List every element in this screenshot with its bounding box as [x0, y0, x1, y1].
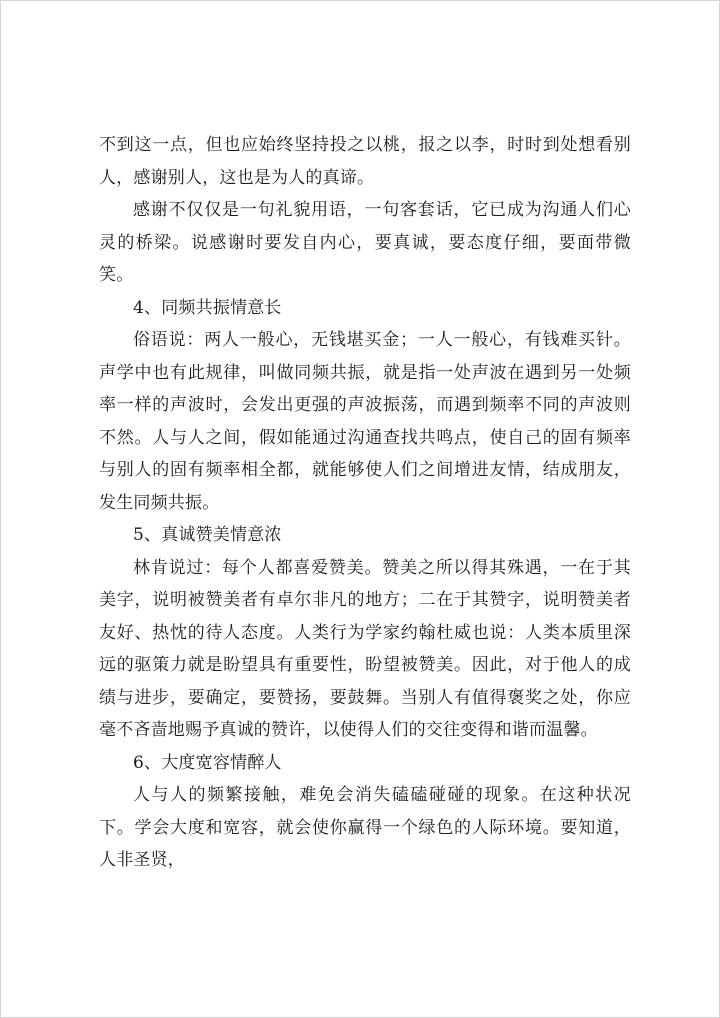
document-body [99, 129, 631, 877]
section-heading-4: 4、同频共振情意长 [133, 297, 282, 318]
paragraph-praise: 林肯说过：每个人都喜爱赞美。赞美之所以得其殊遇，一在于其美字，说明被赞美者有卓尔非凡的地方；二在于其赞字，说明赞美者友好、热忱的待人态度。人类行为学家约翰杜威也说：人类本质里深远的驱策力就是盼望具有重要性，盼望被赞美。因此，对于他人的成绩与进步，要确定，要赞扬，要鼓舞。当别人有值得褒奖之处，你应毫不吝啬地赐予真诚的赞许，以使得人们的交往变得和谐而温馨。 [99, 557, 631, 740]
paragraph-gratitude-end: 不到这一点，但也应始终坚持投之以桃，报之以李，时时到处想看别人，感谢别人，这也是为人的真谛。 [99, 135, 631, 188]
paragraph-gratitude: 感谢不仅仅是一句礼貌用语，一句客套话，它已成为沟通人们心灵的桥梁。说感谢时要发自内心，要真诚，要态度仔细，要面带微笑。 [99, 200, 631, 285]
section-heading-5: 5、真诚赞美情意浓 [133, 525, 282, 545]
paragraph-resonance: 俗语说：两人一般心，无钱堪买金；一人一般心，有钱难买针。声学中也有此规律，叫做同频共振，就是指一处声波在遇到另一处频率一样的声波时，会发出更强的声波振荡，而遇到频率不同的声波则不然。人与人之间，假如能通过沟通查找共鸣点，使自己的固有频率与别人的固有频率相全都，就能够使人们之间增进友情，结成朋友，发生同频共振。 [99, 330, 631, 513]
section-heading-6: 6、大度宽容情醉人 [133, 752, 282, 773]
paragraph-tolerance: 人与人的频繁接触，难免会消失磕磕碰碰的现象。在这种状况下。学会大度和宽容，就会使你赢得一个绿色的人际环境。要知道，人非圣贤， [99, 785, 631, 870]
